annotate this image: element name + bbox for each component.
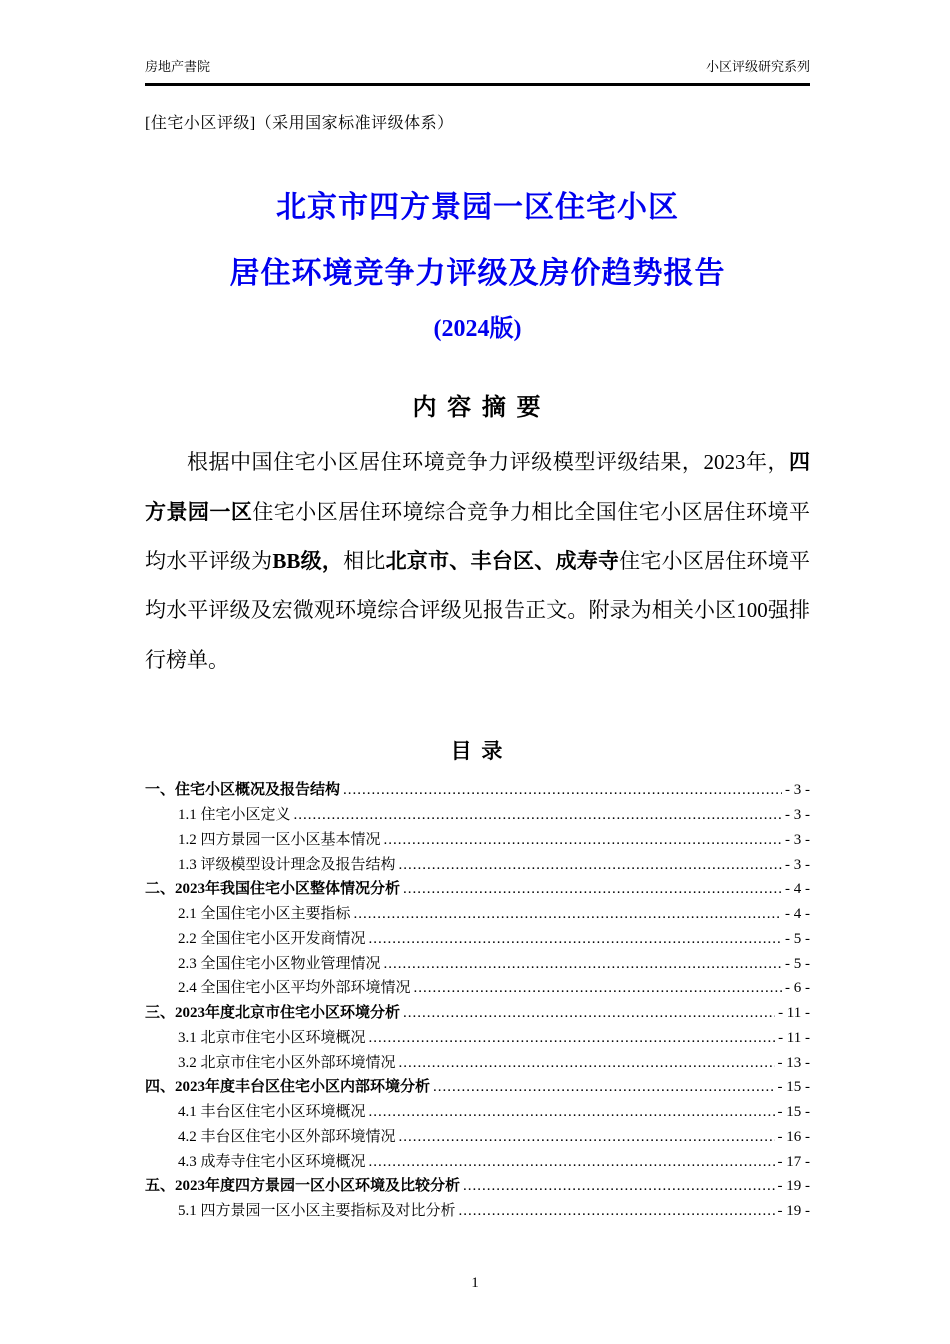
header-right-text: 小区评级研究系列 [705,59,810,74]
toc-item [145,927,810,952]
toc-item-label: 2.2 全国住宅小区开发商情况 [178,930,366,947]
toc-leader-dots [369,1026,776,1051]
toc-item [145,1026,810,1051]
toc-item-label: 2.1 全国住宅小区主要指标 [178,906,351,923]
table-of-contents [145,778,810,1224]
toc-item-page: - 11 - [778,1005,810,1022]
toc-item-label: 5.1 四方景园一区小区主要指标及对比分析 [178,1203,456,1220]
toc-leader-dots [354,902,782,927]
toc-item-label: 4.2 丰台区住宅小区外部环境情况 [178,1128,396,1145]
toc-leader-dots [384,828,782,853]
toc-item-label: 四、2023年度丰台区住宅小区内部环境分析 [145,1079,431,1096]
toc-item-page: - 15 - [777,1104,810,1121]
toc-item-label: 三、2023年度北京市住宅小区环境分析 [145,1005,401,1022]
report-tagline: [住宅小区评级]（采用国家标准评级体系） [145,115,454,132]
toc-item-page: - 3 - [785,831,810,848]
toc-item-label: 1.2 四方景园一区小区基本情况 [178,831,381,848]
page-number: 1 [471,1275,479,1291]
report-title-line2: 居住环境竞争力评级及房价趋势报告 [229,257,726,290]
toc-heading: 目 录 [450,739,505,763]
toc-item [145,976,810,1001]
toc-item-label: 二、2023年我国住宅小区整体情况分析 [145,881,401,898]
toc-leader-dots [369,1100,775,1125]
toc-leader-dots [414,976,782,1001]
toc-item-page: - 17 - [777,1153,810,1170]
page-header [145,56,810,86]
toc-item-label: 4.3 成寿寺住宅小区环境概况 [178,1153,366,1170]
abstract-paragraph [145,438,810,685]
toc-item [145,952,810,977]
abstract-heading: 内 容 摘 要 [412,393,543,421]
toc-item-page: - 15 - [777,1079,810,1096]
toc-item-page: - 19 - [777,1178,810,1195]
toc-leader-dots [433,1075,774,1100]
abstract-segment-bold: 北京市、丰台区、成寿寺 [385,548,620,573]
toc-item [145,1051,810,1076]
toc-item-label: 1.3 评级模型设计理念及报告结构 [178,856,396,873]
toc-item-label: 4.1 丰台区住宅小区环境概况 [178,1104,366,1121]
toc-leader-dots [384,952,782,977]
toc-item-page: - 4 - [785,881,810,898]
abstract-segment-bold: 四方景园一区 [145,450,810,524]
toc-item-page: - 3 - [785,856,810,873]
toc-item [145,1174,810,1199]
toc-leader-dots [399,853,782,878]
report-title [145,187,810,295]
toc-item [145,1199,810,1224]
toc-item-page: - 4 - [785,906,810,923]
report-edition: (2024版) [433,316,522,342]
toc-item-page: - 3 - [785,807,810,824]
abstract-segment: 根据中国住宅小区居住环境竞争力评级模型评级结果，2023年， [187,450,789,475]
toc-leader-dots [343,778,782,803]
toc-leader-dots [459,1199,775,1224]
toc-item [145,1001,810,1026]
report-title-line1: 北京市四方景园一区住宅小区 [276,191,679,224]
toc-item-page: - 13 - [777,1054,810,1071]
toc-item-page: - 6 - [785,980,810,997]
toc-leader-dots [369,927,782,952]
abstract-segment: 住宅小区居住环境综合竞争力相比全国住宅小区居住环境平均水平评级为 [145,499,811,573]
toc-item-page: - 5 - [785,955,810,972]
toc-leader-dots [403,1001,775,1026]
toc-item-page: - 11 - [778,1029,810,1046]
abstract-segment: 相比 [343,548,386,573]
toc-leader-dots [403,877,782,902]
toc-leader-dots [463,1174,774,1199]
toc-item-label: 2.4 全国住宅小区平均外部环境情况 [178,980,411,997]
toc-item [145,1100,810,1125]
toc-item [145,1150,810,1175]
toc-item-label: 3.1 北京市住宅小区环境概况 [178,1029,366,1046]
toc-item-label: 2.3 全国住宅小区物业管理情况 [178,955,381,972]
toc-item-page: - 3 - [785,782,810,799]
toc-leader-dots [294,803,782,828]
toc-item-page: - 5 - [785,930,810,947]
header-left-text: 房地产書院 [145,59,211,74]
page-footer [0,1275,950,1292]
toc-item-label: 一、住宅小区概况及报告结构 [145,782,341,799]
toc-leader-dots [399,1051,775,1076]
toc-item [145,828,810,853]
toc-item [145,902,810,927]
toc-item [145,877,810,902]
toc-item-page: - 16 - [777,1128,810,1145]
toc-item [145,803,810,828]
toc-leader-dots [369,1150,775,1175]
abstract-segment: 住宅小区居住环境平均水平评级及宏微观环境综合评级见报告正文。附录为相关小区100强排行榜单。 [145,548,811,672]
toc-item-label: 1.1 住宅小区定义 [178,807,291,824]
toc-leader-dots [399,1125,775,1150]
toc-item [145,1125,810,1150]
toc-item-label: 3.2 北京市住宅小区外部环境情况 [178,1054,396,1071]
toc-item [145,778,810,803]
abstract-segment-bold: BB级， [272,548,344,573]
toc-item-page: - 19 - [777,1203,810,1220]
toc-item [145,853,810,878]
toc-item [145,1075,810,1100]
toc-item-label: 五、2023年度四方景园一区小区环境及比较分析 [145,1178,461,1195]
